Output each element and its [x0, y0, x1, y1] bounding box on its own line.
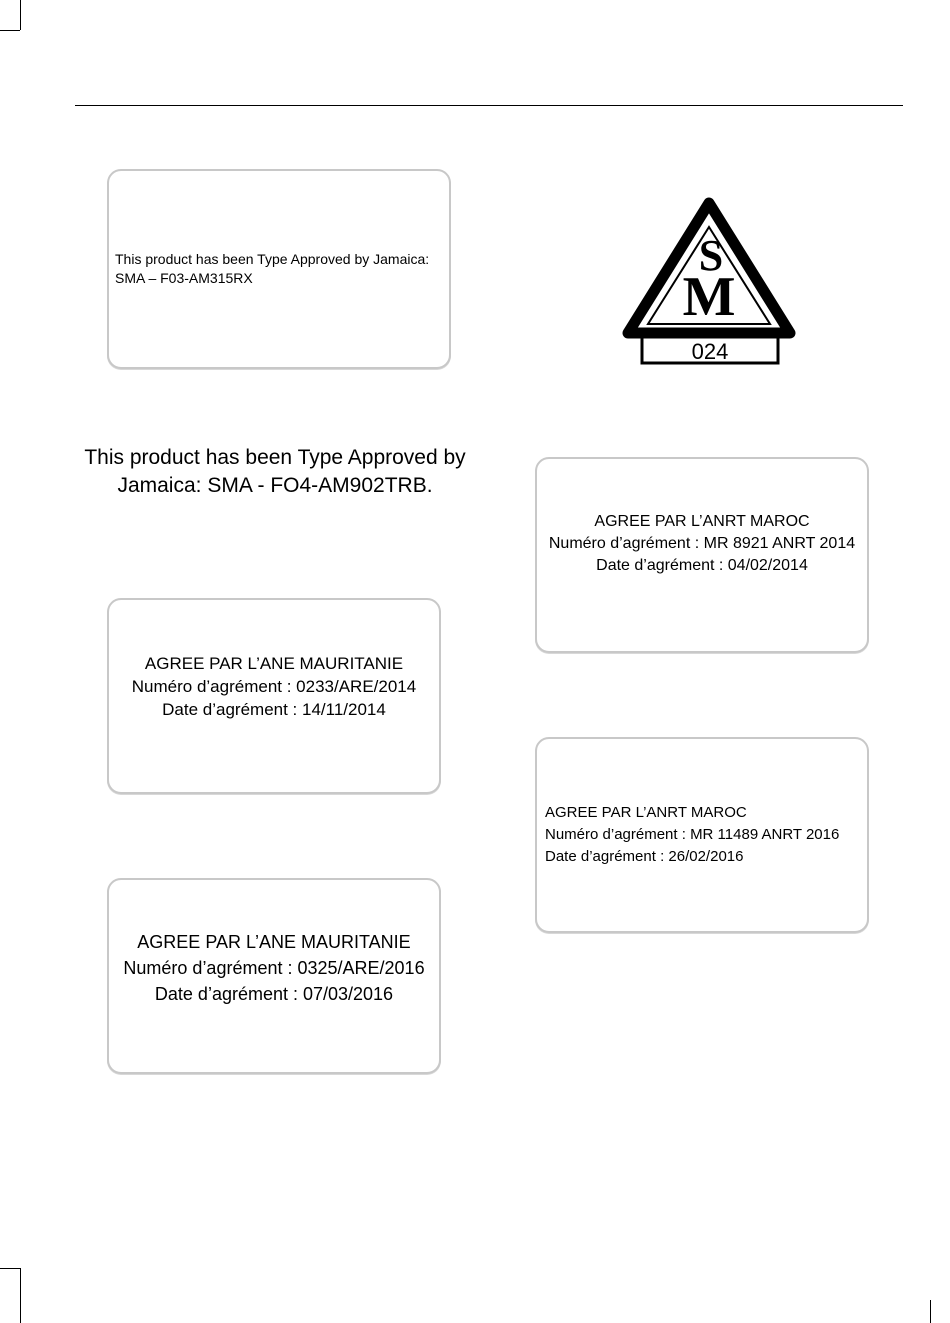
crop-mark-top-left-h [0, 30, 20, 31]
jamaica-approval-large-text [70, 444, 480, 500]
ane-mauritanie-2014-box [107, 598, 441, 794]
crop-mark-bottom-right [930, 1300, 931, 1323]
anrt-2014-line-1: AGREE PAR L’ANRT MAROC [594, 513, 810, 530]
jamaica-large-line-1: This product has been Type Approved by [84, 446, 466, 469]
anrt-2014-line-3: Date d’agrément : 04/02/2014 [596, 557, 808, 574]
anrt-2016-line-1: AGREE PAR L’ANRT MAROC [545, 804, 747, 821]
ane-2016-line-3: Date d’agrément : 07/03/2016 [154, 984, 394, 1004]
crop-mark-bottom-left-h [0, 1268, 20, 1269]
jamaica-approval-box [107, 169, 451, 369]
ane-2014-line-3: Date d’agrément : 14/11/2014 [162, 699, 386, 719]
sma-logo-code: 024 [691, 339, 729, 364]
ane-mauritanie-2016-box [107, 878, 441, 1074]
jamaica-approval-line-2: SMA – F03-AM315RX [115, 270, 253, 286]
anrt-2016-line-2: Numéro d’agrément : MR 11489 ANRT 2016 [545, 826, 840, 843]
jamaica-large-line-2: Jamaica: SMA - FO4-AM902TRB. [117, 474, 433, 497]
crop-mark-top-left [20, 0, 21, 30]
crop-mark-bottom-left [20, 1268, 21, 1323]
jamaica-approval-line-1: This product has been Type Approved by Jamaica: [115, 251, 430, 267]
anrt-maroc-2014-box [535, 457, 869, 653]
header-rule [75, 105, 903, 106]
ane-2016-line-1: AGREE PAR L’ANE MAURITANIE [137, 932, 411, 952]
ane-2016-line-2: Numéro d’agrément : 0325/ARE/2016 [123, 958, 425, 978]
anrt-2014-line-2: Numéro d’agrément : MR 8921 ANRT 2014 [548, 535, 856, 552]
sma-approval-logo [618, 185, 800, 380]
anrt-2016-line-3: Date d’agrément : 26/02/2016 [545, 848, 744, 865]
ane-2014-line-1: AGREE PAR L’ANE MAURITANIE [144, 653, 404, 673]
sma-logo-letter-m: M [682, 266, 736, 328]
anrt-maroc-2016-box [535, 737, 869, 933]
ane-2014-line-2: Numéro d’agrément : 0233/ARE/2014 [131, 676, 417, 696]
sma-logo-letter-s: S [698, 231, 724, 280]
